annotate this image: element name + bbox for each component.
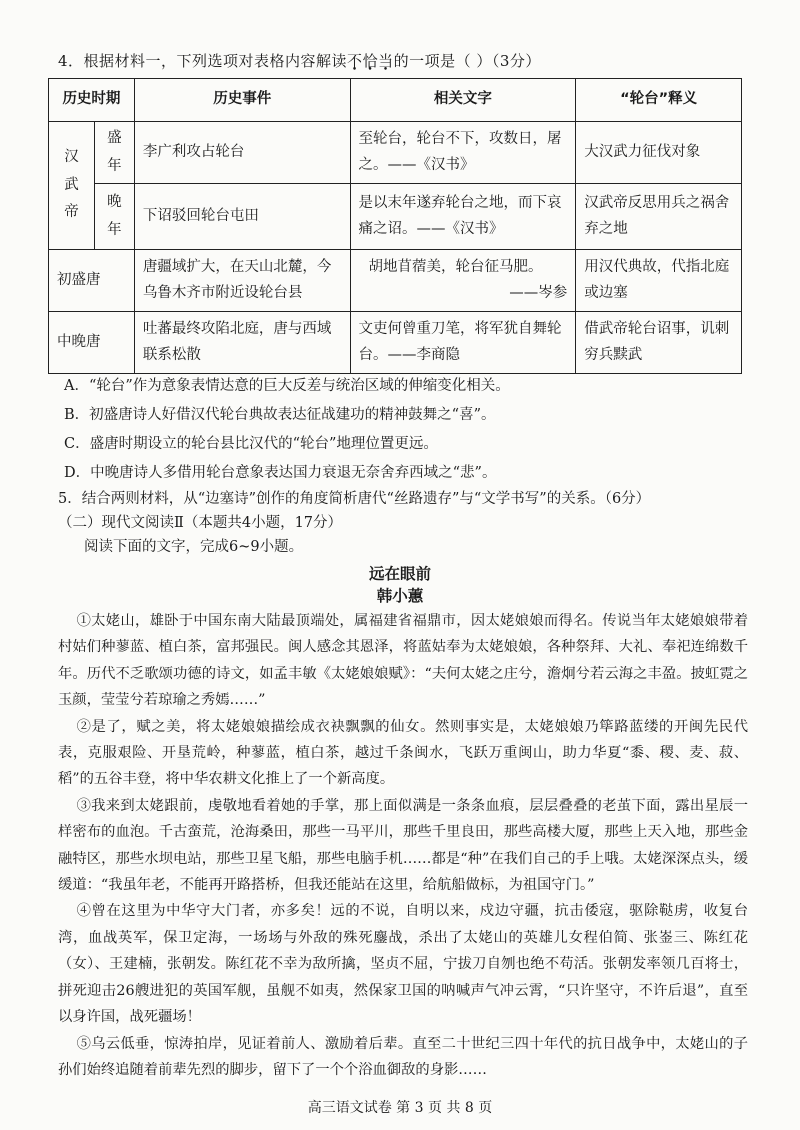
- event-cell: 李广利攻占轮台: [134, 122, 350, 184]
- meaning-cell: 用汉代典故，代指北庭或边塞: [576, 250, 742, 312]
- period-cell: 初盛唐: [49, 250, 135, 312]
- header-event: 历史事件: [134, 79, 350, 122]
- question-4-prefix: 4．根据材料一，下列选项对表格内容解读: [58, 52, 348, 70]
- event-cell: 吐蕃最终攻陷北庭，唐与西域联系松散: [134, 312, 350, 374]
- emphasis-char: 恰: [362, 52, 379, 70]
- option-c: C．盛唐时期设立的轮台县比汉代的“轮台”地理位置更远。: [64, 436, 438, 452]
- question-4: [58, 50, 541, 71]
- article-paragraph: ④曾在这里为中华守大门者，亦多矣！远的不说，自明以来，戍边守疆，抗击倭寇，驱除鞑虏，收复台湾，血战英军，保卫定海，一场场与外敌的殊死鏖战，杀出了太姥山的英雄儿女程伯简、张崟三、陈红花（女）、王建楠，张朝发。陈红花不幸为敌所擒，坚贞不屈，宁拔刀自刎也绝不苟活。张朝发率领几百将士，拼死迎击26艘进犯的英国军舰，虽舰不如夷，然保家卫国的呐喊声气冲云霄，“只许坚守，不许后退”，直至以身许国，战死疆场！: [58, 903, 748, 1026]
- period-cell: 中晚唐: [49, 312, 135, 374]
- option-b: B．初盛唐诗人好借汉代轮台典故表达征战建功的精神鼓舞之“喜”。: [64, 407, 496, 423]
- question-5: 5．结合两则材料，从“边塞诗”创作的角度简析唐代“丝路遗存”与“文学书写”的关系。（6分）: [58, 491, 651, 507]
- history-table: [48, 78, 742, 374]
- table-row: [49, 250, 742, 312]
- article-paragraph: ①太姥山，雄卧于中国东南大陆最顶端处，属福建省福鼎市，因太姥娘娘而得名。传说当年太姥娘娘带着村姑们种蓼蓝、植白茶，富邦强民。闽人感念其恩泽，将蓝姑奉为太姥娘娘，各种祭拜、大礼、奉祀连绵数千年。历代不乏歌颂功德的诗文，如孟丰敏《太姥娘娘赋》：“夫何太姥之庄兮，澹炯兮若云海之丰盈。披虹霓之玉颜，莹莹兮若琼瑜之秀嫣……”: [58, 613, 748, 709]
- answer-options: [64, 372, 510, 488]
- text-cell: [350, 250, 576, 312]
- text-cell: 是以末年遂弃轮台之地，而下哀痛之诏。——《汉书》: [350, 184, 576, 250]
- poem-author: ——岑参: [509, 284, 568, 301]
- article-author: 韩小蕙: [376, 586, 424, 605]
- group-label: 汉武帝: [64, 149, 79, 221]
- table-row: [49, 312, 742, 374]
- option-a: A．“轮台”作为意象表情达意的巨大反差与统治区域的伸缩变化相关。: [64, 378, 510, 394]
- article-paragraph: ②是了，赋之美，将太姥娘娘描绘成衣袂飘飘的仙女。然则事实是，太姥娘娘乃筚路蓝缕的开闽先民代表，克服艰险、开垦荒岭，种蓼蓝，植白茶，越过千条闽水，飞跃万重闽山，助力华夏“黍、稷、麦、菽、稻”的五谷丰登，将中华农耕文化推上了一个新高度。: [58, 718, 748, 788]
- header-meaning: “轮台”释义: [576, 79, 742, 122]
- article-paragraph: ③我来到太姥跟前，虔敬地看着她的手掌，那上面似满是一条条血痕，层层叠叠的老茧下面，露出星辰一样密布的血泡。千古蛮荒，沧海桑田，那些一马平川，那些千里良田，那些高楼大厦，那些上天入地，那些金融特区，那些水坝电站，那些卫星飞船，那些电脑手机……都是“种”在我们自己的手上哦。太姥深深点头，缓缓道：“我虽年老，不能再开路搭桥，但我还能站在这里，给航船做标，为祖国守门。”: [58, 797, 748, 894]
- meaning-cell: 汉武帝反思用兵之祸舍弃之地: [576, 184, 742, 250]
- poem-line: 胡地苜蓿美，轮台征马肥。: [368, 259, 543, 276]
- article-paragraph: ⑤乌云低垂，惊涛拍岸，见证着前人、激励着后辈。直至二十世纪三四十年代的抗日战争中，太姥山的子孙们始终追随着前辈先烈的脚步，留下了一个个浴血御敌的身影……: [58, 1035, 748, 1078]
- table-row: [49, 122, 742, 184]
- emphasis-char: 当: [378, 52, 394, 70]
- question-4-suffix: 的一项是（ ）（3分）: [393, 52, 541, 70]
- header-text: 相关文字: [350, 79, 576, 122]
- text-cell: 文吏何曾重刀笔，将军犹自舞轮台。——李商隐: [350, 312, 576, 374]
- sub-period: 盛年: [107, 129, 122, 174]
- group-label-cell: [49, 122, 95, 250]
- article-title: 远在眼前: [368, 564, 431, 583]
- meaning-cell: 大汉武力征伐对象: [576, 122, 742, 184]
- emphasis-char: 不: [347, 52, 363, 70]
- page-footer: 高三语文试卷 第 3 页 共 8 页: [307, 1100, 493, 1116]
- option-d: D．中晚唐诗人多借用轮台意象表达国力衰退无奈舍弃西域之“悲”。: [64, 465, 497, 481]
- reading-instruction: 阅读下面的文字，完成6~9小题。: [84, 539, 304, 555]
- event-cell: 唐疆域扩大，在天山北麓，今乌鲁木齐市附近设轮台县: [134, 250, 350, 312]
- header-period: 历史时期: [49, 79, 135, 122]
- text-cell: 至轮台，轮台不下，攻数日，屠之。——《汉书》: [350, 122, 576, 184]
- event-cell: 下诏驳回轮台屯田: [134, 184, 350, 250]
- article-body: [58, 608, 748, 1083]
- meaning-cell: 借武帝轮台诏事，讥刺穷兵黩武: [576, 312, 742, 374]
- sub-period-cell: [94, 184, 134, 250]
- section-2-heading: （二）现代文阅读Ⅱ（本题共4小题，17分）: [58, 515, 343, 531]
- sub-period: 晚年: [107, 193, 122, 238]
- table-header-row: [49, 79, 742, 122]
- table-row: [49, 184, 742, 250]
- sub-period-cell: [94, 122, 134, 184]
